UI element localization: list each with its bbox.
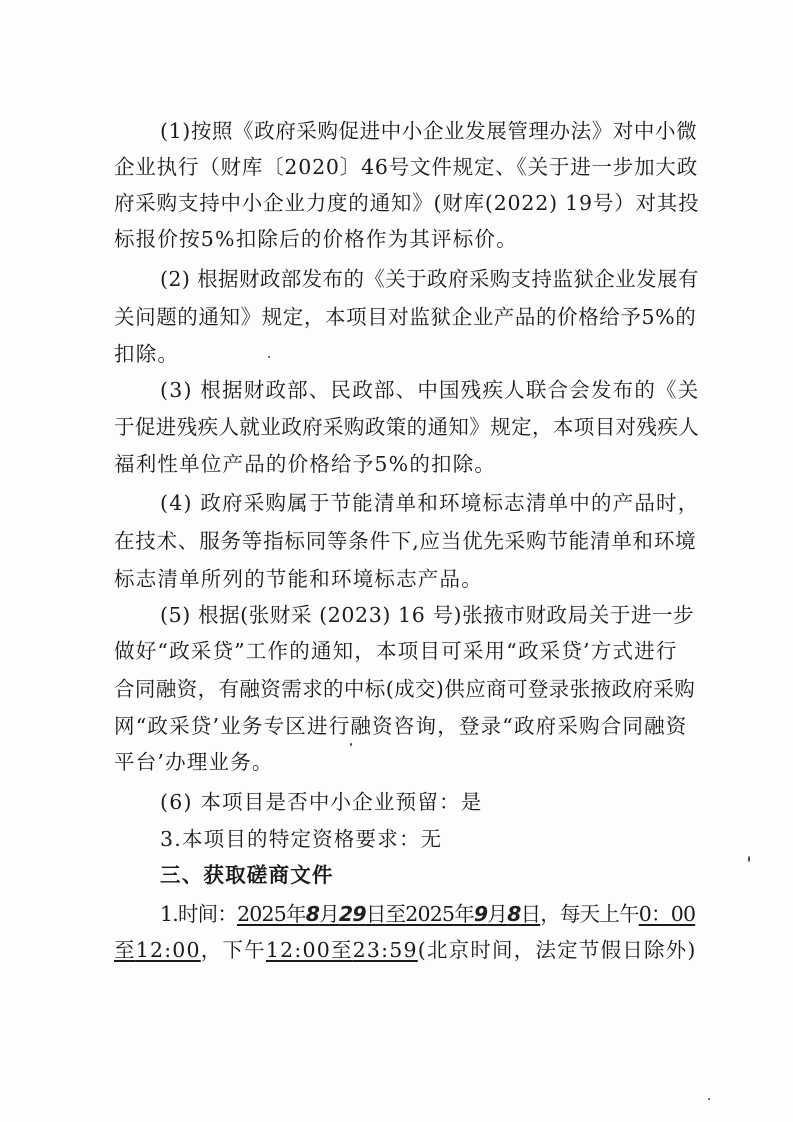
- section-heading: 三、获取磋商文件: [160, 863, 334, 887]
- para2-line1: (2) 根据财政部发布的《关于政府采购支持监狱企业发展有: [160, 267, 699, 291]
- afternoon-end: 23:59: [352, 938, 418, 962]
- time-line2: [114, 936, 697, 964]
- para5-line5: 平台’办理业务。: [114, 750, 274, 774]
- time-label: 1.时间：: [160, 902, 238, 926]
- para6-line1: (6) 本项目是否中小企业预留：是: [160, 790, 483, 814]
- para5-line4: 网“政采贷’业务专区进行融资咨询，登录“政府采购合同融资: [114, 714, 688, 738]
- end-day-handwritten: 8: [507, 902, 521, 926]
- scan-speck: [748, 856, 750, 862]
- start-day-unit: 日: [365, 902, 386, 926]
- para3-line2: 于促进残疾人就业政府采购政策的通知》规定，本项目对残疾人: [114, 415, 700, 439]
- time-line1: [160, 900, 695, 928]
- start-month-handwritten: 8: [305, 902, 320, 926]
- para1-line2: 企业执行（财库〔2020〕46号文件规定、《关于进一步加大政: [114, 155, 699, 179]
- para5-line2: 做好“政采贷”工作的通知，本项目可采用“政采贷’方式进行: [114, 639, 678, 663]
- para1-line4: 标报价按5%扣除后的价格作为其评标价。: [114, 227, 518, 251]
- para4-line1: (4) 政府采购属于节能清单和环境标志清单中的产品时，: [160, 491, 700, 515]
- time-note: (北京时间，法定节假日除外): [417, 938, 697, 962]
- scan-speck: [708, 1098, 710, 1100]
- para1-line3: 府采购支持中小企业力度的通知》(财库(2022) 19号）对其投: [114, 191, 700, 215]
- end-month-unit: 月: [487, 902, 508, 926]
- to-text: 至: [385, 902, 406, 926]
- para3-line3: 福利性单位产品的价格给予5%的扣除。: [114, 452, 497, 476]
- item3-line: 3.本项目的特定资格要求：无: [160, 827, 443, 851]
- para4-line3: 标志清单所列的节能和环境标志产品。: [114, 567, 483, 591]
- para3-line1: (3) 根据财政部、民政部、中国残疾人联合会发布的《关: [160, 378, 700, 402]
- afternoon-start: 12:00: [265, 938, 331, 962]
- start-day-handwritten: 29: [338, 902, 366, 926]
- para1-line1: (1)按照《政府采购促进中小企业发展管理办法》对中小微: [160, 119, 698, 143]
- start-year: 2025年: [237, 902, 306, 926]
- end-day-unit: 日: [520, 902, 541, 926]
- para2-line2: 关问题的通知》规定，本项目对监狱企业产品的价格给予5%的: [114, 305, 697, 329]
- daily-text: ，每天上午: [540, 902, 639, 926]
- para2-line3: 扣除。: [114, 342, 180, 366]
- scan-speck: [350, 743, 352, 746]
- para5-line3: 合同融资，有融资需求的中标(成交)供应商可登录张掖政府采购: [114, 677, 696, 701]
- para5-line1: (5) 根据(张财采 (2023) 16 号)张掖市财政局关于进一步: [160, 603, 695, 627]
- end-month-handwritten: 9: [473, 902, 488, 926]
- afternoon-to: 至: [330, 938, 353, 962]
- morning-to: 至: [114, 938, 136, 962]
- morning-start: 0：00: [638, 902, 696, 926]
- start-month-unit: 月: [319, 902, 339, 926]
- morning-end: 12:00: [135, 938, 201, 962]
- afternoon-label: ，下午: [200, 938, 266, 962]
- para4-line2: 在技术、服务等指标同等条件下,应当优先采购节能清单和环境: [114, 529, 697, 553]
- end-year: 2025年: [405, 902, 474, 926]
- scan-speck: [268, 356, 270, 358]
